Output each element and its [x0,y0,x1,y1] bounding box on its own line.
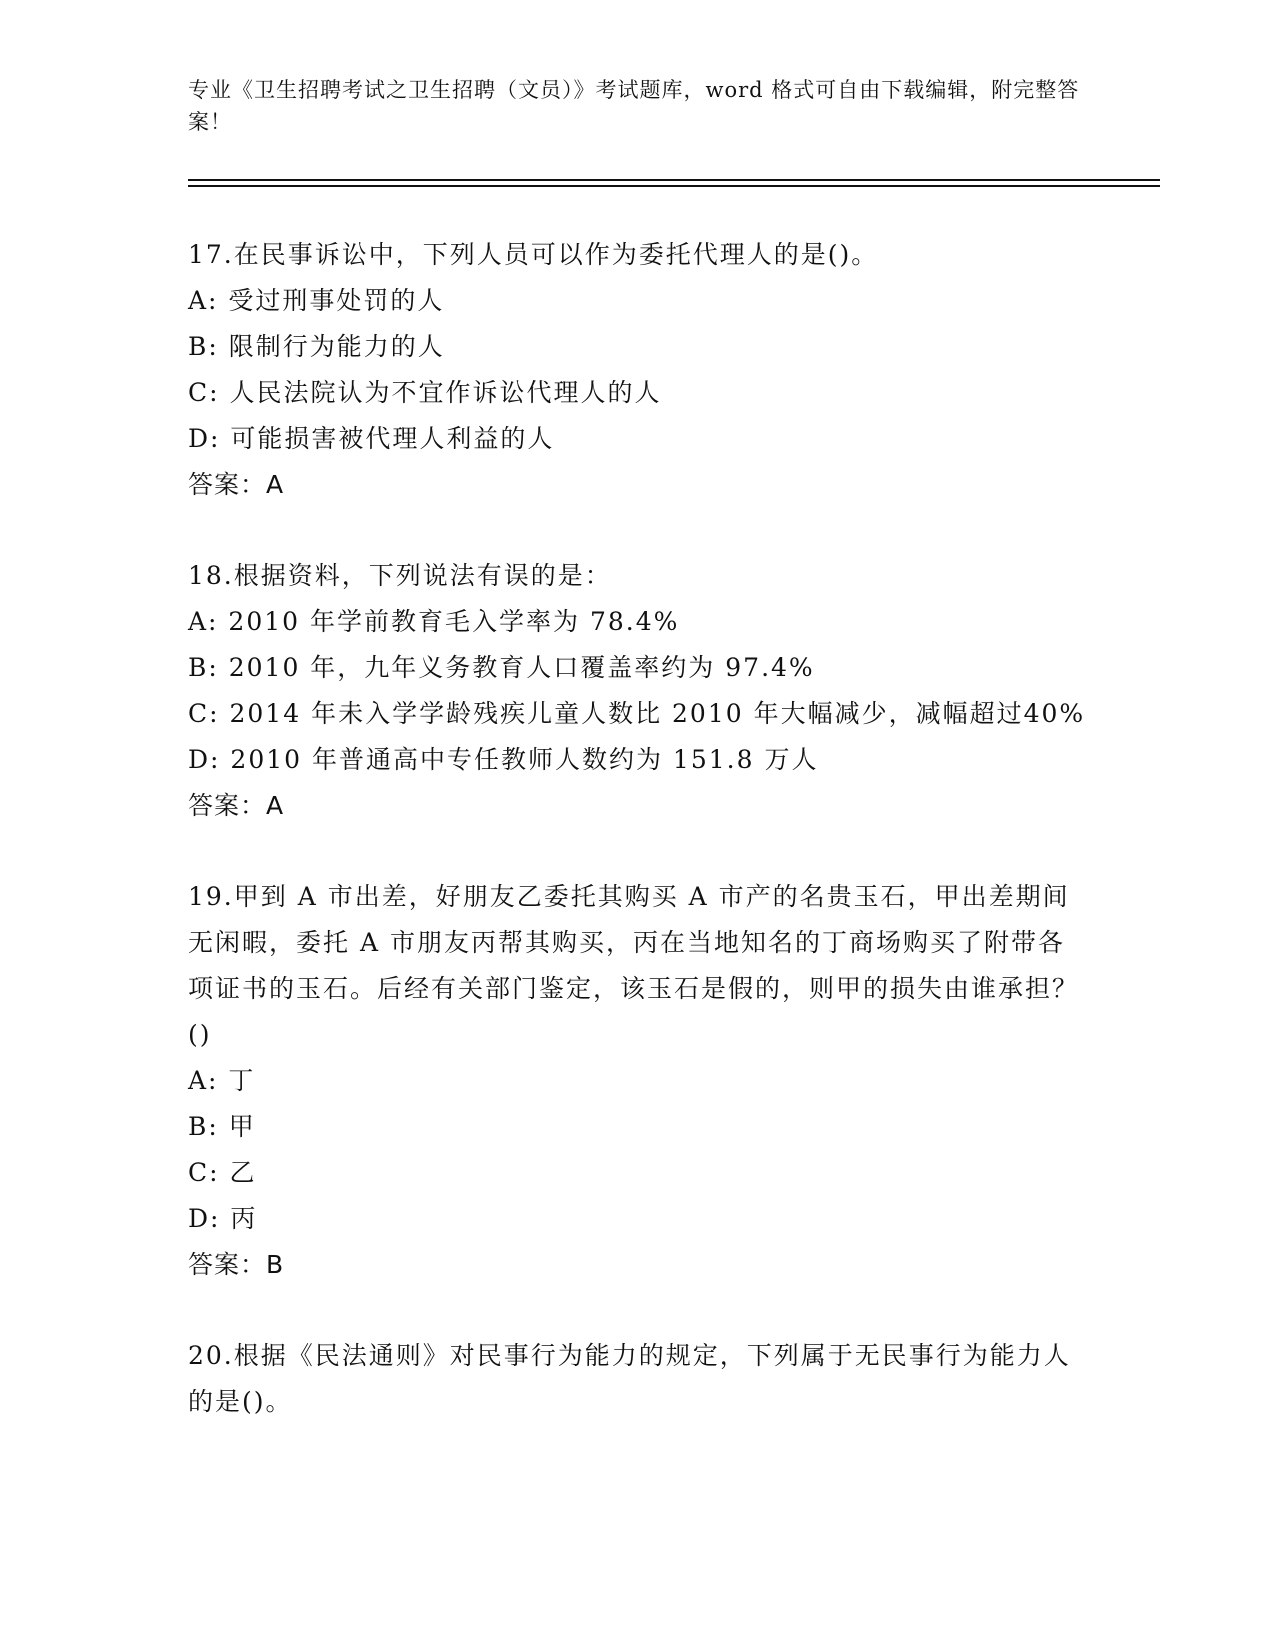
header-divider-bottom [188,185,1160,187]
question-text: 20.根据《民法通则》对民事行为能力的规定，下列属于无民事行为能力人的是()。 [188,1341,1071,1416]
question-list [188,232,1088,1425]
spacer [188,508,1088,553]
option-a: A: 2010 年学前教育毛入学率为 78.4% [188,607,680,636]
spacer [188,829,1088,874]
header-divider-top [188,179,1160,181]
answer: 答案：B [188,1250,285,1279]
option-b: B: 甲 [188,1112,256,1141]
question-18 [188,553,1088,829]
answer: 答案：A [188,470,285,499]
question-17 [188,232,1088,508]
option-d: D: 可能损害被代理人利益的人 [188,424,555,453]
question-19 [188,874,1088,1288]
question-text: 19.甲到 A 市出差，好朋友乙委托其购买 A 市产的名贵玉石，甲出差期间无闲暇，委托 A 市朋友丙帮其购买，丙在当地知名的丁商场购买了附带各项证书的玉石。后经有关部门鉴定，该玉石是假的，则甲的损失由谁承担？() [188,882,1080,1049]
option-d: D: 丙 [188,1204,258,1233]
spacer [188,1288,1088,1333]
answer: 答案：A [188,791,285,820]
option-a: A: 受过刑事处罚的人 [188,286,445,315]
option-b: B: 限制行为能力的人 [188,332,445,361]
option-d: D: 2010 年普通高中专任教师人数约为 151.8 万人 [188,745,819,774]
option-c: C: 人民法院认为不宜作诉讼代理人的人 [188,378,662,407]
option-c: C: 乙 [188,1158,257,1187]
document-header: 专业《卫生招聘考试之卫生招聘（文员）》考试题库，word 格式可自由下载编辑，附完整答案！ [188,78,1080,134]
option-a: A: 丁 [188,1066,256,1095]
option-c: C: 2014 年未入学学龄残疾儿童人数比 2010 年大幅减少，减幅超过40% [188,699,1086,728]
question-text: 18.根据资料，下列说法有误的是： [188,561,612,590]
question-20 [188,1333,1088,1425]
question-text: 17.在民事诉讼中，下列人员可以作为委托代理人的是()。 [188,240,879,269]
option-b: B: 2010 年，九年义务教育人口覆盖率约为 97.4% [188,653,815,682]
